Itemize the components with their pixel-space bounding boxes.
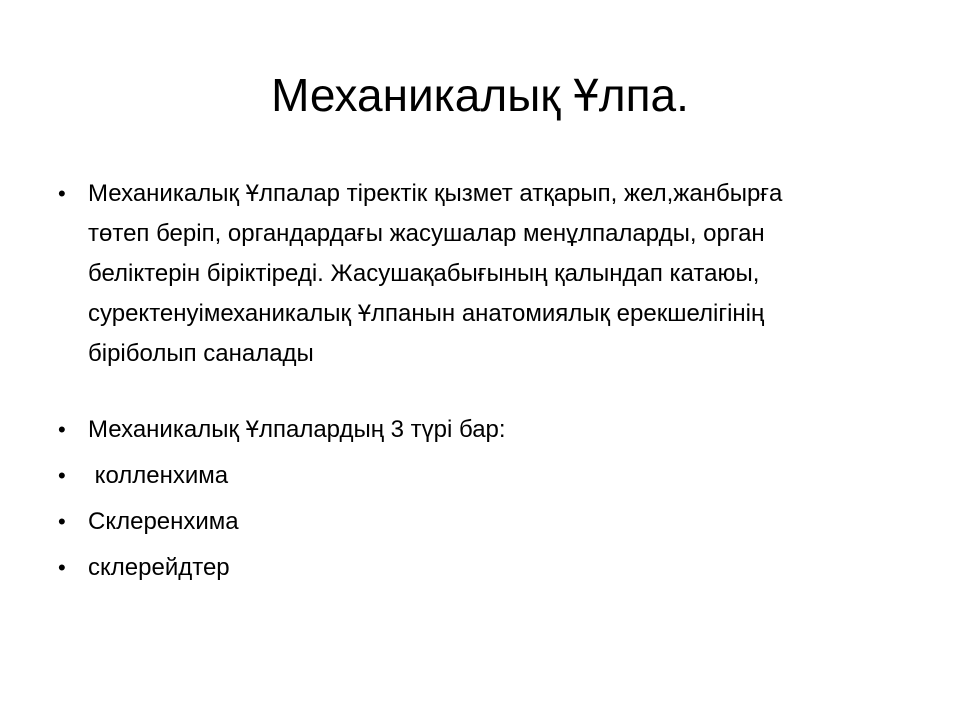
bullet-icon: • xyxy=(58,555,66,580)
bullet-text: Склеренхима xyxy=(88,508,239,535)
bullet-item-sclerenchyma xyxy=(58,502,818,542)
bullet-icon: • xyxy=(58,417,66,442)
bullet-item-types-intro xyxy=(58,410,818,450)
bullet-icon: • xyxy=(58,509,66,534)
bullet-item-collenchyma xyxy=(58,456,818,496)
bullet-text: склерейдтер xyxy=(88,554,230,581)
bullet-item-description xyxy=(58,174,818,374)
bullet-item-sclereids xyxy=(58,548,818,588)
bullet-text: колленхима xyxy=(88,462,229,489)
bullet-text: Механикалық Ұлпалардың 3 түрі бар: xyxy=(88,416,506,443)
bullet-icon: • xyxy=(58,181,66,206)
bullet-text: Механикалық Ұлпалар тіректік қызмет атқарып, жел,жанбырға төтеп беріп, органдардағы жасушалар менұлпаларды, орган беліктерін біріктіреді. Жасушақабығының қалындап катаюы, суректенуімеханикалық Ұлпанын анатомиялық ерекшелігінің біріболып саналады xyxy=(88,180,783,367)
bullet-icon: • xyxy=(58,463,66,488)
bullet-list xyxy=(58,174,818,588)
slide-title: Механикалық Ұлпа. xyxy=(271,69,689,121)
